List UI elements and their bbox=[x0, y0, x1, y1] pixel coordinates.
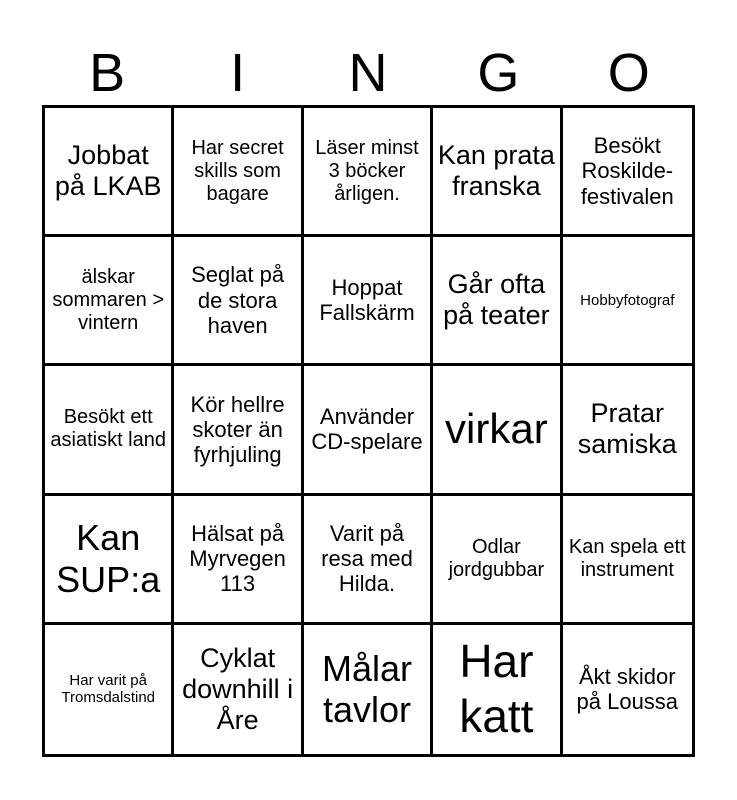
bingo-cell[interactable]: Hobbyfotograf bbox=[563, 237, 692, 366]
bingo-cell[interactable]: älskar sommaren > vintern bbox=[45, 237, 174, 366]
bingo-cell[interactable]: Har varit på Tromsdalstind bbox=[45, 625, 174, 754]
bingo-cell[interactable]: Jobbat på LKAB bbox=[45, 108, 174, 237]
bingo-cell[interactable]: Använder CD-spelare bbox=[304, 366, 433, 495]
bingo-cell[interactable]: Har katt bbox=[433, 625, 562, 754]
bingo-cell[interactable]: Går ofta på teater bbox=[433, 237, 562, 366]
bingo-cell[interactable]: Besökt Roskilde-festivalen bbox=[563, 108, 692, 237]
bingo-cell[interactable]: Åkt skidor på Loussa bbox=[576, 664, 679, 715]
bingo-cell[interactable]: Har secret skills som bagare bbox=[174, 108, 303, 237]
bingo-cell[interactable]: Cyklat downhill i Åre bbox=[174, 625, 303, 754]
header-letter-b: B bbox=[89, 43, 126, 103]
bingo-cell[interactable]: Seglat på de stora haven bbox=[174, 237, 303, 366]
bingo-cell[interactable]: Pratar samiska bbox=[563, 366, 692, 495]
bingo-cell[interactable]: Odlar jordgubbar bbox=[433, 496, 562, 625]
bingo-cell[interactable]: Kör hellre skoter än fyrhjuling bbox=[174, 366, 303, 495]
bingo-cell[interactable]: Kan spela ett instrument bbox=[563, 496, 692, 625]
bingo-board bbox=[42, 105, 695, 757]
header-letter-g: G bbox=[477, 43, 520, 103]
bingo-cell[interactable]: Kan prata franska bbox=[433, 108, 562, 237]
bingo-cell[interactable]: Hoppat Fallskärm bbox=[304, 237, 433, 366]
bingo-cell[interactable]: Läser minst 3 böcker årligen. bbox=[304, 108, 433, 237]
bingo-cell[interactable]: Hälsat på Myrvegen 113 bbox=[174, 496, 303, 625]
bingo-header bbox=[42, 40, 694, 106]
bingo-cell[interactable]: Varit på resa med Hilda. bbox=[304, 496, 433, 625]
bingo-cell[interactable]: Kan SUP:a bbox=[45, 496, 174, 625]
bingo-cell[interactable]: virkar bbox=[433, 366, 562, 495]
header-letter-i: I bbox=[230, 43, 246, 103]
bingo-cell[interactable]: Besökt ett asiatiskt land bbox=[45, 366, 174, 495]
bingo-cell[interactable]: Målar tavlor bbox=[304, 625, 433, 754]
header-letter-n: N bbox=[348, 43, 388, 103]
header-letter-o: O bbox=[607, 43, 650, 103]
